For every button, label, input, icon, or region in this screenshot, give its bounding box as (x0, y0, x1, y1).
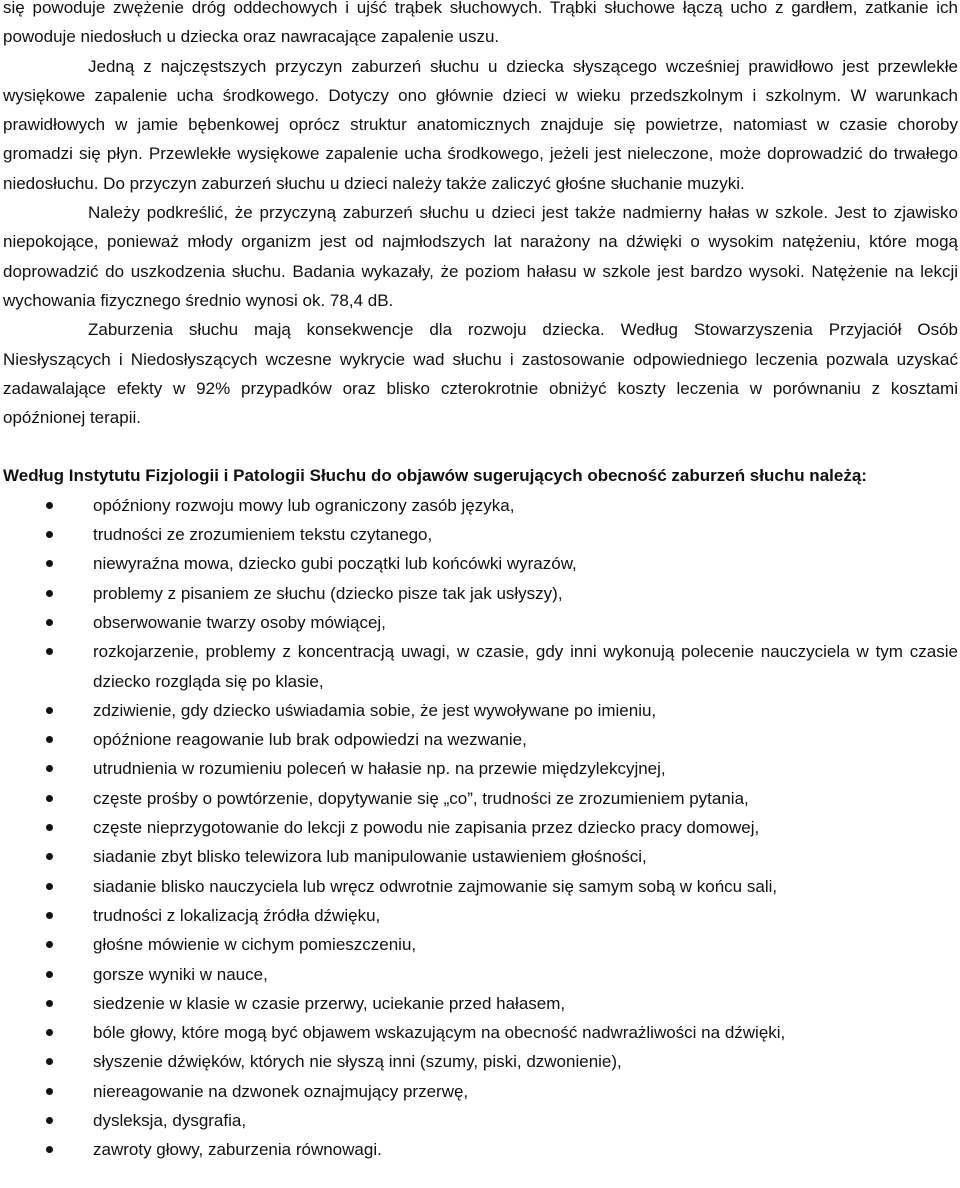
bullet-icon (46, 941, 53, 948)
bullet-icon (46, 1088, 53, 1095)
bullet-icon (46, 1146, 53, 1153)
list-item (3, 989, 958, 1018)
list-item-text: siadanie zbyt blisko telewizora lub manipulowanie ustawieniem głośności, (93, 847, 647, 867)
list-item (3, 608, 958, 637)
bullet-icon (46, 736, 53, 743)
list-item-text: zawroty głowy, zaburzenia równowagi. (93, 1140, 382, 1160)
list-item (3, 696, 958, 725)
list-item-text: opóźniony rozwoju mowy lub ograniczony zasób języka, (93, 495, 515, 515)
list-item-text: dysleksja, dysgrafia, (93, 1110, 247, 1130)
list-item (3, 637, 958, 696)
list-item (3, 1047, 958, 1076)
list-item (3, 930, 958, 959)
list-item-text: gorsze wyniki w nauce, (93, 964, 268, 984)
list-item (3, 1106, 958, 1135)
list-item (3, 1018, 958, 1047)
body-text (3, 0, 958, 432)
list-item-text: bóle głowy, które mogą być objawem wskazującym na obecność nadwrażliwości na dźwięki, (93, 1023, 786, 1043)
list-item-text: częste prośby o powtórzenie, dopytywanie się „co”, trudności ze zrozumieniem pytania, (93, 788, 749, 808)
paragraph: się powoduje zwężenie dróg oddechowych i ujść trąbek słuchowych. Trąbki słuchowe łączą ucho z gardłem, zatkanie ich powoduje niedosłuch u dziecka oraz nawracające zapalenie uszu. (3, 0, 958, 47)
bullet-icon (46, 1029, 53, 1036)
bullet-icon (46, 912, 53, 919)
list-item (3, 579, 958, 608)
bullet-icon (46, 1000, 53, 1007)
bullet-icon (46, 853, 53, 860)
bullet-icon (46, 648, 53, 655)
list-item-text: słyszenie dźwięków, których nie słyszą inni (szumy, piski, dzwonienie), (93, 1052, 622, 1072)
list-item (3, 1135, 958, 1164)
paragraph: Należy podkreślić, że przyczyną zaburzeń słuchu u dzieci jest także nadmierny hałas w szkole. Jest to zjawisko niepokojące, ponieważ młody organizm jest od najmłodszych lat narażony na dźwięki o wysokim natężeniu, które mogą doprowadzić do uszkodzenia słuchu. Badania wykazały, że poziom hałasu w szkole jest bardzo wysoki. Natężenie na lekcji wychowania fizycznego średnio wynosi ok. 78,4 dB. (3, 203, 958, 310)
list-item (3, 549, 958, 578)
bullet-icon (46, 619, 53, 626)
bullet-icon (46, 795, 53, 802)
list-item (3, 872, 958, 901)
bullet-icon (46, 883, 53, 890)
bullet-icon (46, 502, 53, 509)
list-item-text: niereagowanie na dzwonek oznajmujący przerwę, (93, 1081, 469, 1101)
list-item (3, 1077, 958, 1106)
bullet-icon (46, 531, 53, 538)
list-item-text: utrudnienia w rozumieniu poleceń w hałasie np. na przewie międzylekcyjnej, (93, 759, 666, 779)
list-item-text: trudności z lokalizacją źródła dźwięku, (93, 905, 381, 925)
list-item (3, 754, 958, 783)
bullet-icon (46, 765, 53, 772)
list-item (3, 842, 958, 871)
bullet-icon (46, 590, 53, 597)
bullet-icon (46, 971, 53, 978)
list-item (3, 901, 958, 930)
bullet-icon (46, 824, 53, 831)
bullet-icon (46, 1117, 53, 1124)
list-item-text: zdziwienie, gdy dziecko uświadamia sobie, że jest wywoływane po imieniu, (93, 700, 657, 720)
list-item (3, 520, 958, 549)
bullet-icon (46, 1058, 53, 1065)
list-item-text: opóźnione reagowanie lub brak odpowiedzi na wezwanie, (93, 730, 527, 750)
list-item (3, 960, 958, 989)
list-item-text: siedzenie w klasie w czasie przerwy, uciekanie przed hałasem, (93, 993, 566, 1013)
bullet-icon (46, 707, 53, 714)
symptoms-heading: Według Instytutu Fizjologii i Patologii Słuchu do objawów sugerujących obecność zaburzeń słuchu należą: (3, 466, 867, 486)
paragraph: Zaburzenia słuchu mają konsekwencje dla rozwoju dziecka. Według Stowarzyszenia Przyjaciół Osób Niesłyszących i Niedosłyszących wczesne wykrycie wad słuchu i zastosowanie odpowiedniego leczenia pozwala uzyskać zadawalające efekty w 92% przypadków oraz blisko czterokrotnie obniżyć koszty leczenia w porównaniu z kosztami opóźnionej terapii. (3, 320, 958, 428)
list-item-text: obserwowanie twarzy osoby mówiącej, (93, 612, 386, 632)
bullet-icon (46, 560, 53, 567)
list-item-text: siadanie blisko nauczyciela lub wręcz odwrotnie zajmowanie się samym sobą w końcu sali, (93, 876, 778, 896)
list-item (3, 813, 958, 842)
list-item (3, 784, 958, 813)
list-item-text: trudności ze zrozumieniem tekstu czytanego, (93, 525, 433, 545)
list-item (3, 491, 958, 520)
list-item-text: rozkojarzenie, problemy z koncentracją uwagi, w czasie, gdy inni wykonują polecenie nauczyciela w tym czasie dziecko rozgląda się po klasie, (93, 642, 958, 691)
list-item-text: problemy z pisaniem ze słuchu (dziecko pisze tak jak usłyszy), (93, 583, 563, 603)
list-item-text: częste nieprzygotowanie do lekcji z powodu nie zapisania przez dziecko pracy domowej, (93, 818, 760, 838)
paragraph: Jedną z najczęstszych przyczyn zaburzeń słuchu u dziecka słyszącego wcześniej prawidłowo jest przewlekłe wysiękowe zapalenie ucha środkowego. Dotyczy ono głównie dzieci w wieku przedszkolnym i szkolnym. W warunkach prawidłowych w jamie bębenkowej oprócz struktur anatomicznych znajduje się powietrze, natomiast w czasie choroby gromadzi się płyn. Przewlekłe wysiękowe zapalenie ucha środkowego, jeżeli jest nieleczone, może doprowadzić do trwałego niedosłuchu. Do przyczyn zaburzeń słuchu u dzieci należy także zaliczyć głośne słuchanie muzyki. (3, 56, 958, 193)
symptoms-list (3, 491, 958, 1165)
list-item-text: niewyraźna mowa, dziecko gubi początki lub końcówki wyrazów, (93, 554, 577, 574)
list-item-text: głośne mówienie w cichym pomieszczeniu, (93, 935, 417, 955)
list-item (3, 725, 958, 754)
